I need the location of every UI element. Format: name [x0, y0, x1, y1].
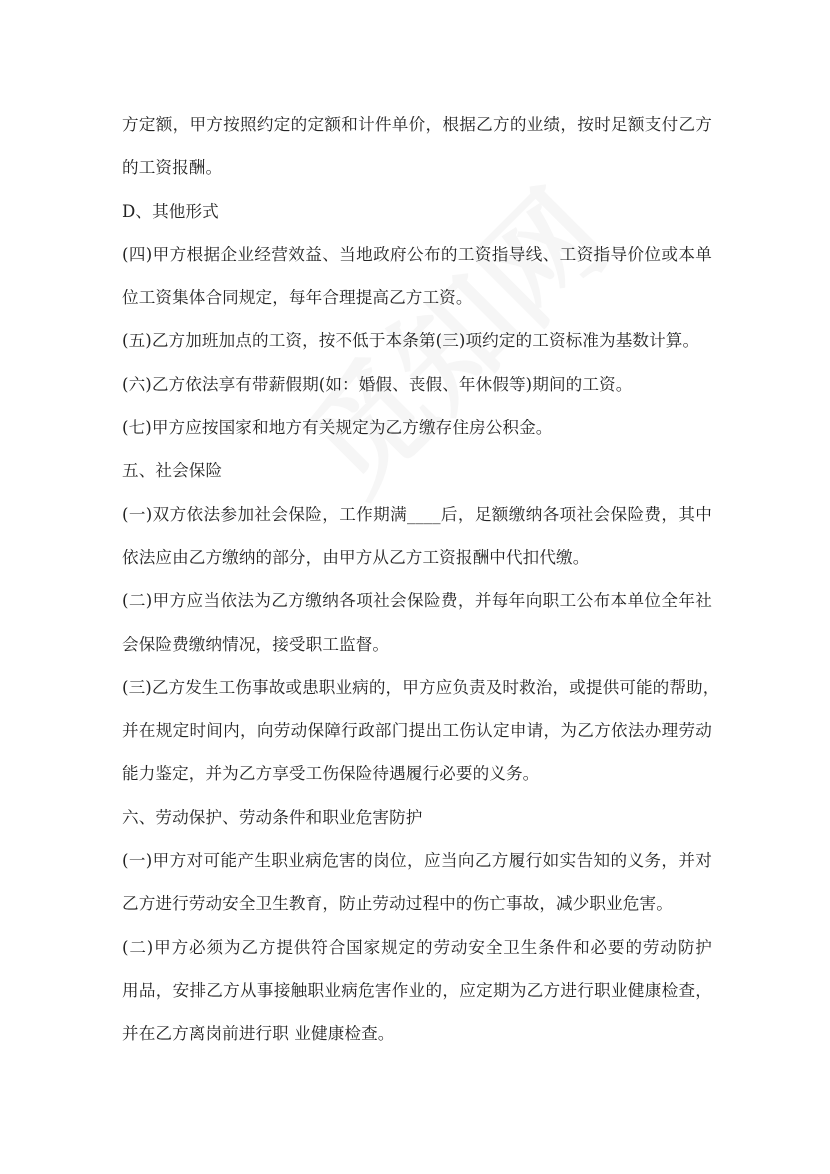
- text-line: 并在乙方离岗前进行职 业健康检查。: [122, 1024, 395, 1044]
- text-line: 位工资集体合同规定，每年合理提高乙方工资。: [122, 288, 473, 308]
- text-line: (四)甲方根据企业经营效益、当地政府公布的工资指导线、工资指导价位或本单: [122, 244, 712, 264]
- text-line: 能力鉴定，并为乙方享受工伤保险待遇履行必要的义务。: [122, 764, 540, 784]
- text-line: (一)双方依法参加社会保险，工作期满____后，足额缴纳各项社会保险费，其中: [122, 504, 712, 524]
- text-line: (七)甲方应按国家和地方有关规定为乙方缴存住房公积金。: [122, 418, 553, 438]
- text-line: 五、社会保险: [122, 461, 223, 481]
- text-line: (一)甲方对可能产生职业病危害的岗位，应当向乙方履行如实告知的义务，并对: [122, 851, 712, 871]
- text-line: 六、劳动保护、劳动条件和职业危害防护: [122, 807, 423, 827]
- text-line: (三)乙方发生工伤事故或患职业病的，甲方应负责及时救治，或提供可能的帮助，: [122, 677, 720, 697]
- text-line: (六)乙方依法享有带薪假期(如：婚假、丧假、年休假等)期间的工资。: [122, 374, 633, 394]
- text-line: 的工资报酬。: [122, 158, 223, 178]
- text-line: 会保险费缴纳情况，接受职工监督。: [122, 634, 390, 654]
- text-line: 并在规定时间内，向劳动保障行政部门提出工伤认定申请，为乙方依法办理劳动: [122, 721, 712, 741]
- text-line: 乙方进行劳动安全卫生教育，防止劳动过程中的伤亡事故，减少职业危害。: [122, 894, 673, 914]
- text-line: 依法应由乙方缴纳的部分，由甲方从乙方工资报酬中代扣代缴。: [122, 547, 590, 567]
- text-line: 用品，安排乙方从事接触职业病危害作业的，应定期为乙方进行职业健康检查，: [122, 980, 712, 1000]
- text-line: (五)乙方加班加点的工资，按不低于本条第(三)项约定的工资标准为基数计算。: [122, 331, 700, 351]
- text-line: (二)甲方必须为乙方提供符合国家规定的劳动安全卫生条件和必要的劳动防护: [122, 937, 712, 957]
- text-line: 方定额，甲方按照约定的定额和计件单价，根据乙方的业绩，按时足额支付乙方: [122, 115, 712, 134]
- document-body: [122, 103, 720, 1056]
- text-line: D、其他形式: [122, 201, 219, 221]
- text-line: (二)甲方应当依法为乙方缴纳各项社会保险费，并每年向职工公布本单位全年社: [122, 591, 712, 611]
